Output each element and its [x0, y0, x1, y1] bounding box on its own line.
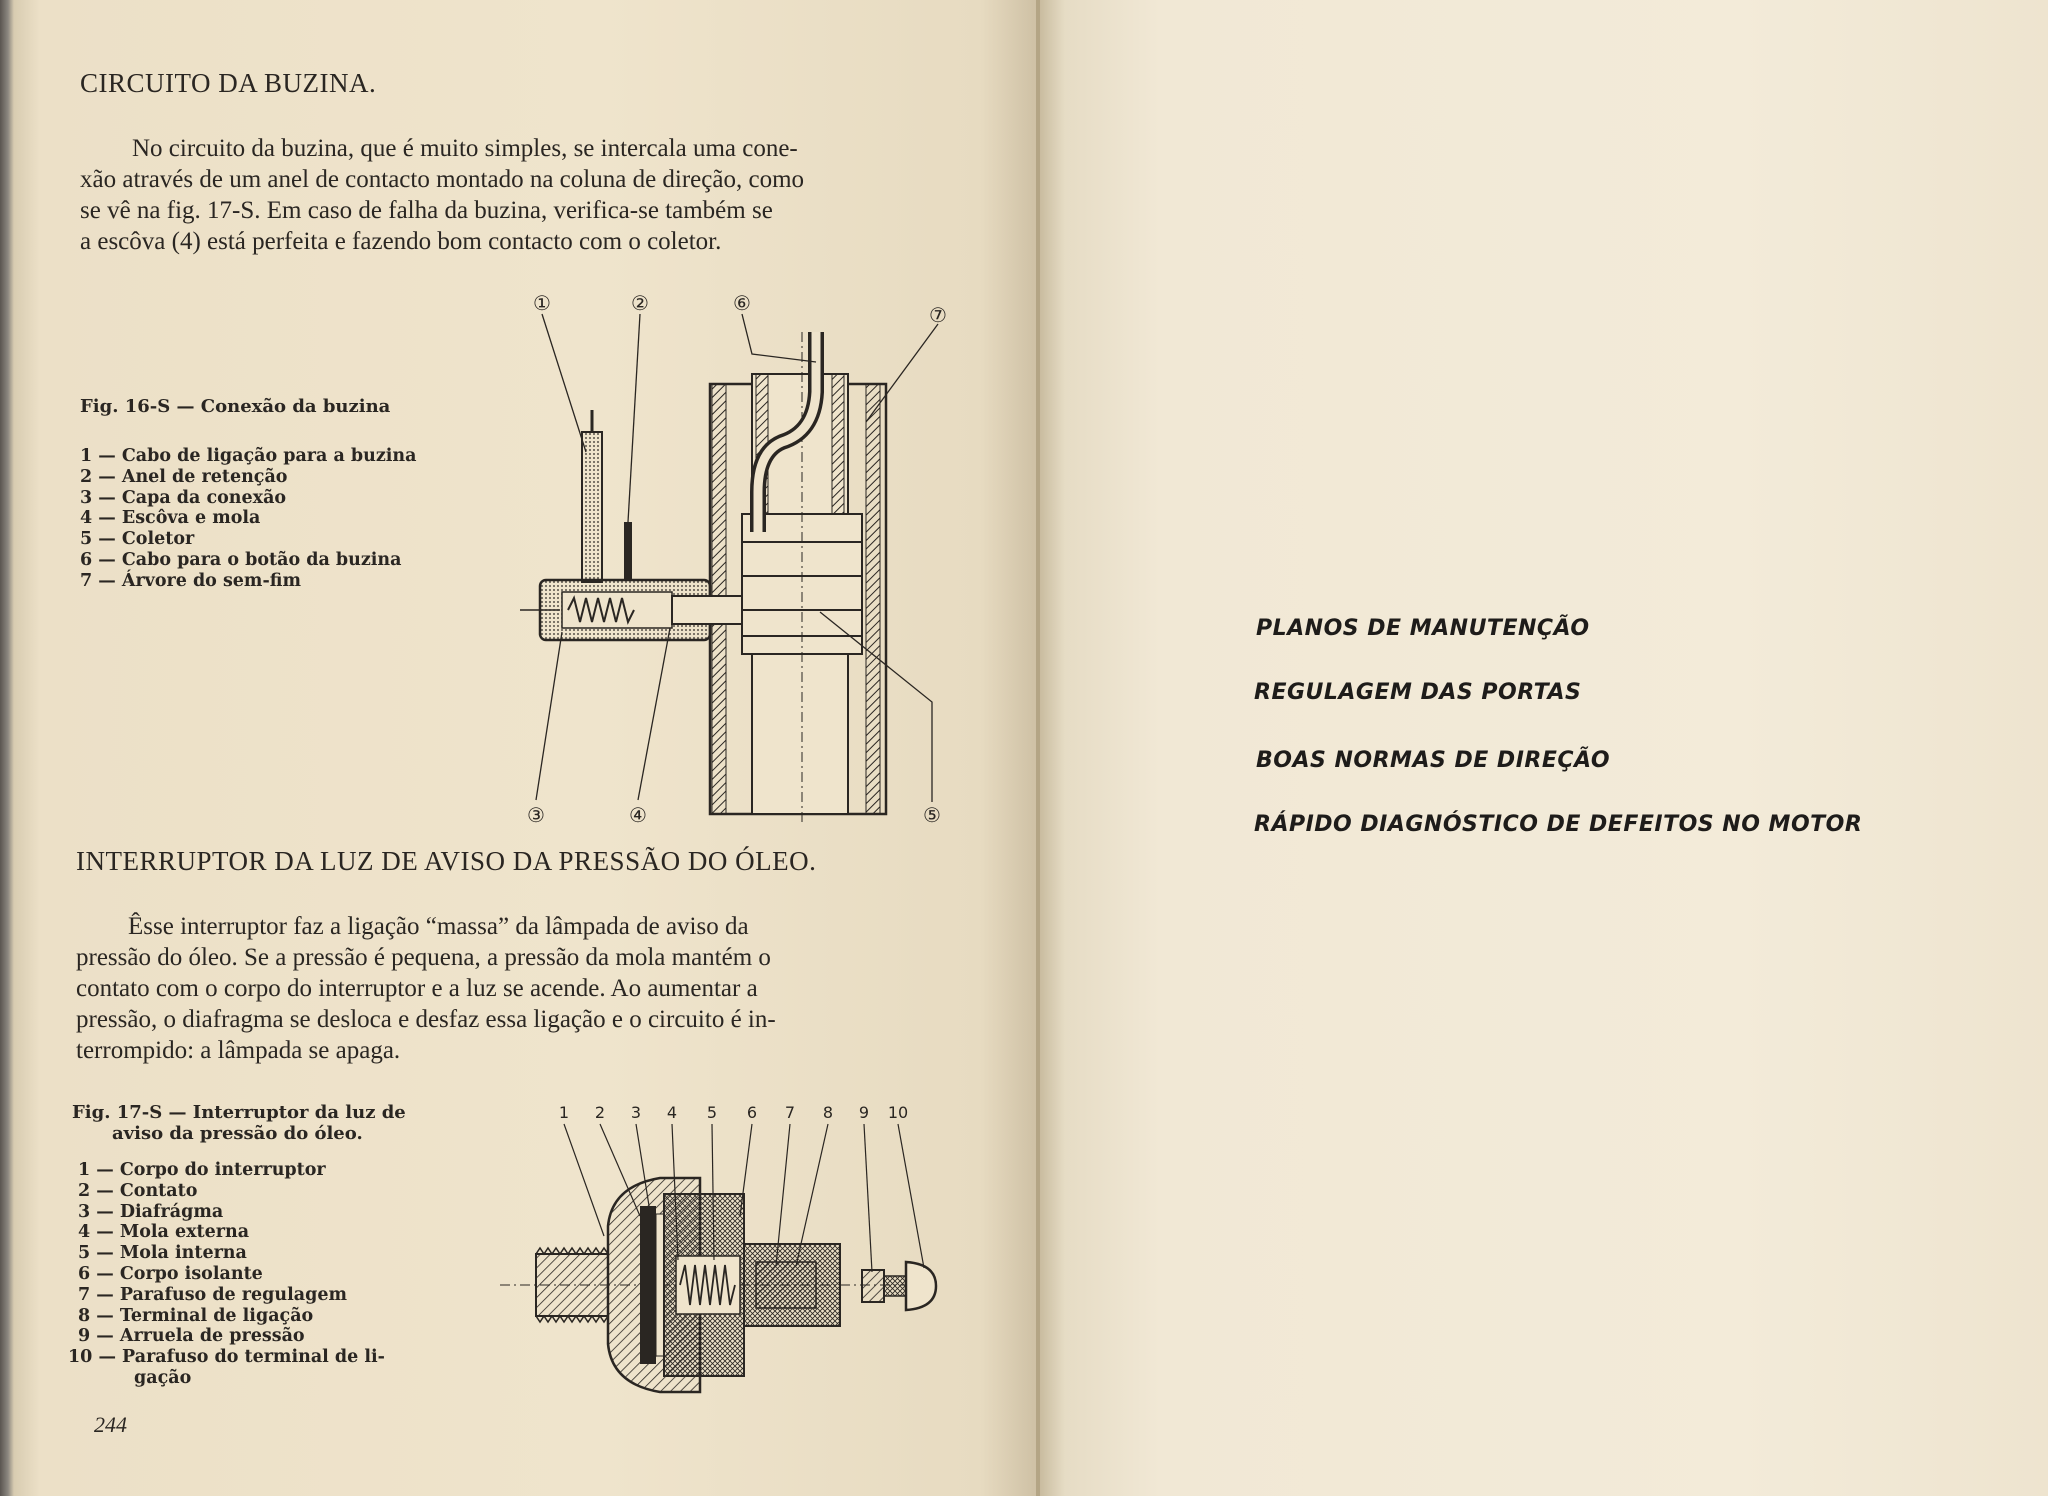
paragraph-line: No circuito da buzina, que é muito simples, se intercala uma cone- [132, 135, 798, 162]
fig17-legend-item: 1 — Corpo do interruptor [78, 1160, 326, 1180]
fig17-callout: 9 [858, 1103, 870, 1122]
heading-horn-circuit: CIRCUITO DA BUZINA. [80, 68, 377, 98]
fig16-callout-1: ① [533, 292, 551, 315]
fig16-legend-item: 1 — Cabo de ligação para a buzina [80, 446, 417, 466]
fig16-horn-connection-drawing [520, 292, 960, 832]
fig17-callout: 4 [666, 1103, 678, 1122]
paragraph-line: terrompido: a lâmpada se apaga. [76, 1037, 401, 1064]
fig16-legend-item: 4 — Escôva e mola [80, 508, 261, 529]
fig17-legend-item: 9 — Arruela de pressão [78, 1326, 305, 1347]
fig16-callout-5: ⑤ [923, 803, 941, 827]
paragraph-line: pressão, o diafragma se desloca e desfaz essa ligação e o circuito é in- [76, 1006, 776, 1033]
fig16-callout-4: ④ [629, 803, 647, 827]
fig17-callout: 5 [706, 1103, 718, 1122]
fig17-legend-item: 7 — Parafuso de regulagem [78, 1284, 347, 1305]
paragraph-line: a escôva (4) está perfeita e fazendo bom contacto com o coletor. [80, 228, 722, 255]
fig16-legend-item: 6 — Cabo para o botão da buzina [80, 549, 402, 570]
heading-oil-pressure-switch: INTERRUPTOR DA LUZ DE AVISO DA PRESSÃO DO ÓLEO. [76, 846, 817, 876]
fig17-legend-item: 6 — Corpo isolante [78, 1263, 263, 1284]
fig17-legend-item: 4 — Mola externa [78, 1222, 250, 1243]
topic-driving-rules: BOAS NORMAS DE DIREÇÃO [1256, 748, 1611, 773]
fig16-callout-6: ⑥ [733, 292, 751, 315]
fig17-callout: 3 [630, 1103, 642, 1122]
paragraph-line: se vê na fig. 17-S. Em caso de falha da buzina, verifica-se também se [80, 197, 773, 224]
fig17-caption [72, 1102, 406, 1144]
fig17-legend [68, 1160, 385, 1389]
fig17-legend-item: 5 — Mola interna [78, 1243, 247, 1264]
fig16-callout-7: ⑦ [929, 303, 947, 327]
fig17-legend-item: 8 — Terminal de ligação [78, 1305, 314, 1326]
fig16-callout-2: ② [631, 292, 649, 315]
topic-maintenance-plans: PLANOS DE MANUTENÇÃO [1256, 616, 1590, 641]
fig17-callout: 2 [594, 1103, 606, 1122]
topic-engine-diagnosis: RÁPIDO DIAGNÓSTICO DE DEFEITOS NO MOTOR [1254, 812, 1863, 837]
fig17-caption-line: aviso da pressão do óleo. [112, 1123, 363, 1144]
fig17-callout: 10 [887, 1103, 909, 1122]
fig16-legend-item: 5 — Coletor [80, 529, 195, 550]
paragraph-line: xão através de um anel de contacto montado na coluna de direção, como [80, 166, 805, 193]
fig17-legend-item: 3 — Diafrágma [78, 1201, 224, 1222]
fig16-legend-item: 3 — Capa da conexão [80, 487, 287, 508]
fig17-callout: 8 [822, 1103, 834, 1122]
fig17-callout: 7 [784, 1103, 796, 1122]
right-page [1040, 0, 2048, 1496]
fig17-oil-switch-drawing [500, 1096, 950, 1416]
fig16-legend [80, 446, 417, 592]
fig16-legend-item: 2 — Anel de retenção [80, 466, 288, 487]
fig17-caption-line: Fig. 17-S — Interruptor da luz de [72, 1102, 406, 1123]
fig17-legend-item: gação [134, 1367, 192, 1388]
paragraph-line: pressão do óleo. Se a pressão é pequena, a pressão da mola mantém o [76, 944, 771, 971]
fig16-caption: Fig. 16-S — Conexão da buzina [80, 396, 391, 417]
paragraph-horn-circuit [80, 133, 956, 257]
fig17-callout: 6 [746, 1103, 758, 1122]
fig17-legend-item: 2 — Contato [78, 1180, 198, 1201]
page-number: 244 [94, 1412, 127, 1437]
fig17-callout: 1 [558, 1103, 570, 1122]
paragraph-line: contato com o corpo do interruptor e a luz se acende. Ao aumentar a [76, 975, 758, 1002]
fig16-legend-item: 7 — Árvore do sem-fim [80, 570, 301, 591]
fig17-legend-item: 10 — Parafuso do terminal de li- [68, 1347, 385, 1368]
paragraph-line: Êsse interruptor faz a ligação “massa” da lâmpada de aviso da [128, 913, 749, 940]
topic-door-adjustment: REGULAGEM DAS PORTAS [1254, 680, 1582, 705]
paragraph-oil-pressure-switch [76, 911, 956, 1066]
fig16-callout-3: ③ [527, 803, 545, 827]
